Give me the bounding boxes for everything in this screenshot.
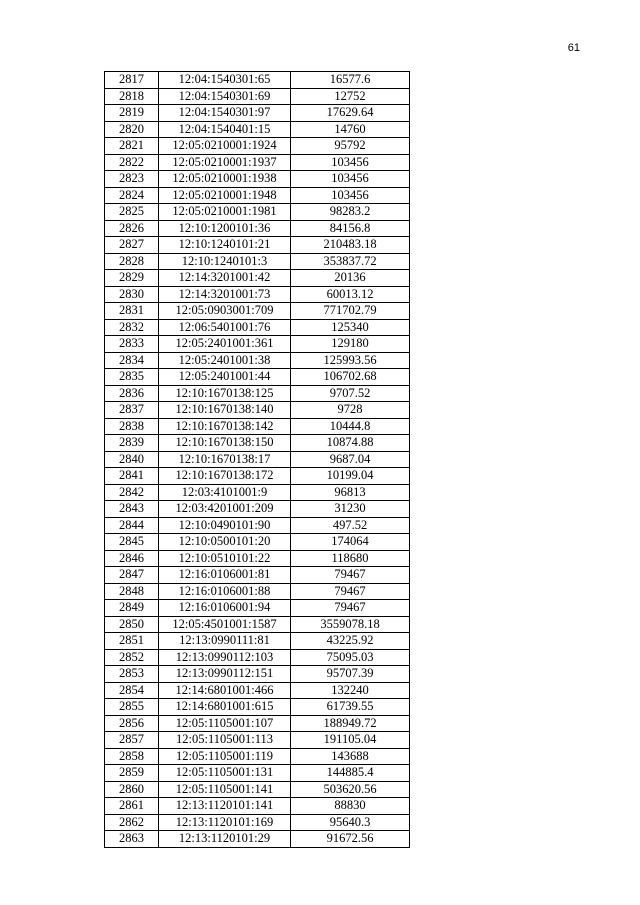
cadastral-number-cell: 12:05:1105001:141 <box>159 781 291 798</box>
row-index-cell: 2844 <box>105 517 159 534</box>
cadastral-number-cell: 12:06:5401001:76 <box>159 319 291 336</box>
table-row <box>105 814 410 831</box>
cadastral-number-cell: 12:14:6801001:466 <box>159 682 291 699</box>
row-index-cell: 2838 <box>105 418 159 435</box>
value-cell: 98283.2 <box>291 204 410 221</box>
table-row <box>105 253 410 270</box>
row-index-cell: 2820 <box>105 121 159 138</box>
value-cell: 9707.52 <box>291 385 410 402</box>
cadastral-number-cell: 12:13:1120101:169 <box>159 814 291 831</box>
cadastral-number-cell: 12:10:0500101:20 <box>159 534 291 551</box>
value-cell: 3559078.18 <box>291 616 410 633</box>
cadastral-number-cell: 12:10:1240101:3 <box>159 253 291 270</box>
value-cell: 210483.18 <box>291 237 410 254</box>
cadastral-number-cell: 12:05:0210001:1937 <box>159 154 291 171</box>
table-row <box>105 748 410 765</box>
row-index-cell: 2845 <box>105 534 159 551</box>
cadastral-number-cell: 12:10:1670138:142 <box>159 418 291 435</box>
value-cell: 144885.4 <box>291 765 410 782</box>
cadastral-number-cell: 12:05:0210001:1948 <box>159 187 291 204</box>
value-cell: 10874.88 <box>291 435 410 452</box>
row-index-cell: 2847 <box>105 567 159 584</box>
value-cell: 14760 <box>291 121 410 138</box>
value-cell: 10444.8 <box>291 418 410 435</box>
value-cell: 188949.72 <box>291 715 410 732</box>
cadastral-number-cell: 12:16:0106001:88 <box>159 583 291 600</box>
table-row <box>105 715 410 732</box>
row-index-cell: 2846 <box>105 550 159 567</box>
row-index-cell: 2835 <box>105 369 159 386</box>
cadastral-number-cell: 12:05:1105001:119 <box>159 748 291 765</box>
cadastral-number-cell: 12:05:0210001:1938 <box>159 171 291 188</box>
value-cell: 771702.79 <box>291 303 410 320</box>
table-row <box>105 534 410 551</box>
row-index-cell: 2818 <box>105 88 159 105</box>
table-row <box>105 781 410 798</box>
row-index-cell: 2858 <box>105 748 159 765</box>
table-row <box>105 154 410 171</box>
cadastral-number-cell: 12:05:2401001:44 <box>159 369 291 386</box>
table-row <box>105 171 410 188</box>
table-row <box>105 666 410 683</box>
row-index-cell: 2829 <box>105 270 159 287</box>
value-cell: 106702.68 <box>291 369 410 386</box>
value-cell: 95792 <box>291 138 410 155</box>
value-cell: 174064 <box>291 534 410 551</box>
cadastral-number-cell: 12:14:3201001:42 <box>159 270 291 287</box>
table-row <box>105 138 410 155</box>
value-cell: 103456 <box>291 171 410 188</box>
cadastral-number-cell: 12:04:1540301:69 <box>159 88 291 105</box>
table-row <box>105 600 410 617</box>
value-cell: 88830 <box>291 798 410 815</box>
row-index-cell: 2848 <box>105 583 159 600</box>
row-index-cell: 2842 <box>105 484 159 501</box>
value-cell: 61739.55 <box>291 699 410 716</box>
row-index-cell: 2819 <box>105 105 159 122</box>
cadastral-number-cell: 12:13:1120101:141 <box>159 798 291 815</box>
value-cell: 103456 <box>291 154 410 171</box>
cadastral-number-cell: 12:04:1540301:65 <box>159 72 291 89</box>
cadastral-number-cell: 12:05:1105001:107 <box>159 715 291 732</box>
cadastral-number-cell: 12:13:0990112:103 <box>159 649 291 666</box>
value-cell: 497.52 <box>291 517 410 534</box>
cadastral-number-cell: 12:04:1540401:15 <box>159 121 291 138</box>
cadastral-number-cell: 12:10:0510101:22 <box>159 550 291 567</box>
row-index-cell: 2862 <box>105 814 159 831</box>
value-cell: 16577.6 <box>291 72 410 89</box>
cadastral-number-cell: 12:05:1105001:131 <box>159 765 291 782</box>
value-cell: 79467 <box>291 567 410 584</box>
cadastral-number-cell: 12:10:1670138:17 <box>159 451 291 468</box>
row-index-cell: 2860 <box>105 781 159 798</box>
value-cell: 503620.56 <box>291 781 410 798</box>
table-row <box>105 237 410 254</box>
row-index-cell: 2826 <box>105 220 159 237</box>
table-row <box>105 831 410 848</box>
table-row <box>105 88 410 105</box>
cadastral-number-cell: 12:16:0106001:81 <box>159 567 291 584</box>
row-index-cell: 2827 <box>105 237 159 254</box>
row-index-cell: 2824 <box>105 187 159 204</box>
cadastral-number-cell: 12:16:0106001:94 <box>159 600 291 617</box>
table-row <box>105 319 410 336</box>
cadastral-number-cell: 12:05:2401001:38 <box>159 352 291 369</box>
row-index-cell: 2825 <box>105 204 159 221</box>
value-cell: 12752 <box>291 88 410 105</box>
cadastral-number-cell: 12:05:0210001:1924 <box>159 138 291 155</box>
cadastral-number-cell: 12:04:1540301:97 <box>159 105 291 122</box>
row-index-cell: 2840 <box>105 451 159 468</box>
table-row <box>105 699 410 716</box>
table-row <box>105 303 410 320</box>
value-cell: 95640.3 <box>291 814 410 831</box>
row-index-cell: 2853 <box>105 666 159 683</box>
table-row <box>105 72 410 89</box>
row-index-cell: 2817 <box>105 72 159 89</box>
row-index-cell: 2822 <box>105 154 159 171</box>
table-body <box>105 72 410 848</box>
value-cell: 9728 <box>291 402 410 419</box>
cadastral-number-cell: 12:10:1200101:36 <box>159 220 291 237</box>
cadastral-number-cell: 12:13:0990112:151 <box>159 666 291 683</box>
value-cell: 132240 <box>291 682 410 699</box>
table-row <box>105 550 410 567</box>
table-row <box>105 517 410 534</box>
value-cell: 91672.56 <box>291 831 410 848</box>
cadastral-number-cell: 12:10:0490101:90 <box>159 517 291 534</box>
row-index-cell: 2849 <box>105 600 159 617</box>
table-row <box>105 121 410 138</box>
table-row <box>105 352 410 369</box>
row-index-cell: 2861 <box>105 798 159 815</box>
row-index-cell: 2821 <box>105 138 159 155</box>
row-index-cell: 2863 <box>105 831 159 848</box>
value-cell: 31230 <box>291 501 410 518</box>
value-cell: 96813 <box>291 484 410 501</box>
row-index-cell: 2839 <box>105 435 159 452</box>
cadastral-number-cell: 12:10:1240101:21 <box>159 237 291 254</box>
value-cell: 79467 <box>291 600 410 617</box>
cadastral-number-cell: 12:13:0990111:81 <box>159 633 291 650</box>
cadastral-number-cell: 12:03:4201001:209 <box>159 501 291 518</box>
row-index-cell: 2836 <box>105 385 159 402</box>
table-row <box>105 270 410 287</box>
table-row <box>105 616 410 633</box>
cadastral-number-cell: 12:05:2401001:361 <box>159 336 291 353</box>
table-row <box>105 649 410 666</box>
value-cell: 84156.8 <box>291 220 410 237</box>
row-index-cell: 2857 <box>105 732 159 749</box>
value-cell: 79467 <box>291 583 410 600</box>
table-row <box>105 501 410 518</box>
cadastral-number-cell: 12:14:6801001:615 <box>159 699 291 716</box>
row-index-cell: 2823 <box>105 171 159 188</box>
value-cell: 60013.12 <box>291 286 410 303</box>
value-cell: 43225.92 <box>291 633 410 650</box>
row-index-cell: 2843 <box>105 501 159 518</box>
cadastral-number-cell: 12:10:1670138:150 <box>159 435 291 452</box>
page-number: 61 <box>567 42 580 54</box>
cadastral-number-cell: 12:10:1670138:140 <box>159 402 291 419</box>
value-cell: 75095.03 <box>291 649 410 666</box>
cadastral-number-cell: 12:14:3201001:73 <box>159 286 291 303</box>
table-row <box>105 336 410 353</box>
cadastral-number-cell: 12:10:1670138:125 <box>159 385 291 402</box>
row-index-cell: 2830 <box>105 286 159 303</box>
row-index-cell: 2850 <box>105 616 159 633</box>
cadastral-number-cell: 12:05:1105001:113 <box>159 732 291 749</box>
table-row <box>105 204 410 221</box>
table-row <box>105 286 410 303</box>
table-row <box>105 418 410 435</box>
table-row <box>105 451 410 468</box>
value-cell: 129180 <box>291 336 410 353</box>
table-row <box>105 220 410 237</box>
table-row <box>105 105 410 122</box>
row-index-cell: 2841 <box>105 468 159 485</box>
cadastral-number-cell: 12:05:0210001:1981 <box>159 204 291 221</box>
row-index-cell: 2852 <box>105 649 159 666</box>
row-index-cell: 2834 <box>105 352 159 369</box>
row-index-cell: 2854 <box>105 682 159 699</box>
value-cell: 95707.39 <box>291 666 410 683</box>
table-row <box>105 583 410 600</box>
row-index-cell: 2855 <box>105 699 159 716</box>
value-cell: 143688 <box>291 748 410 765</box>
table-row <box>105 402 410 419</box>
value-cell: 191105.04 <box>291 732 410 749</box>
table-row <box>105 187 410 204</box>
table-row <box>105 369 410 386</box>
row-index-cell: 2851 <box>105 633 159 650</box>
value-cell: 9687.04 <box>291 451 410 468</box>
table-row <box>105 682 410 699</box>
row-index-cell: 2833 <box>105 336 159 353</box>
table-row <box>105 435 410 452</box>
value-cell: 125993.56 <box>291 352 410 369</box>
cadastral-number-cell: 12:10:1670138:172 <box>159 468 291 485</box>
cadastral-number-cell: 12:05:0903001:709 <box>159 303 291 320</box>
table-row <box>105 468 410 485</box>
row-index-cell: 2837 <box>105 402 159 419</box>
cadastral-number-cell: 12:13:1120101:29 <box>159 831 291 848</box>
table-row <box>105 385 410 402</box>
row-index-cell: 2856 <box>105 715 159 732</box>
table-row <box>105 567 410 584</box>
value-cell: 118680 <box>291 550 410 567</box>
table-row <box>105 765 410 782</box>
row-index-cell: 2832 <box>105 319 159 336</box>
data-table <box>104 71 410 848</box>
table-row <box>105 484 410 501</box>
row-index-cell: 2859 <box>105 765 159 782</box>
value-cell: 10199.04 <box>291 468 410 485</box>
cadastral-number-cell: 12:05:4501001:1587 <box>159 616 291 633</box>
row-index-cell: 2831 <box>105 303 159 320</box>
table-row <box>105 732 410 749</box>
row-index-cell: 2828 <box>105 253 159 270</box>
table-row <box>105 633 410 650</box>
value-cell: 20136 <box>291 270 410 287</box>
value-cell: 125340 <box>291 319 410 336</box>
value-cell: 17629.64 <box>291 105 410 122</box>
value-cell: 103456 <box>291 187 410 204</box>
cadastral-number-cell: 12:03:4101001:9 <box>159 484 291 501</box>
table-row <box>105 798 410 815</box>
value-cell: 353837.72 <box>291 253 410 270</box>
